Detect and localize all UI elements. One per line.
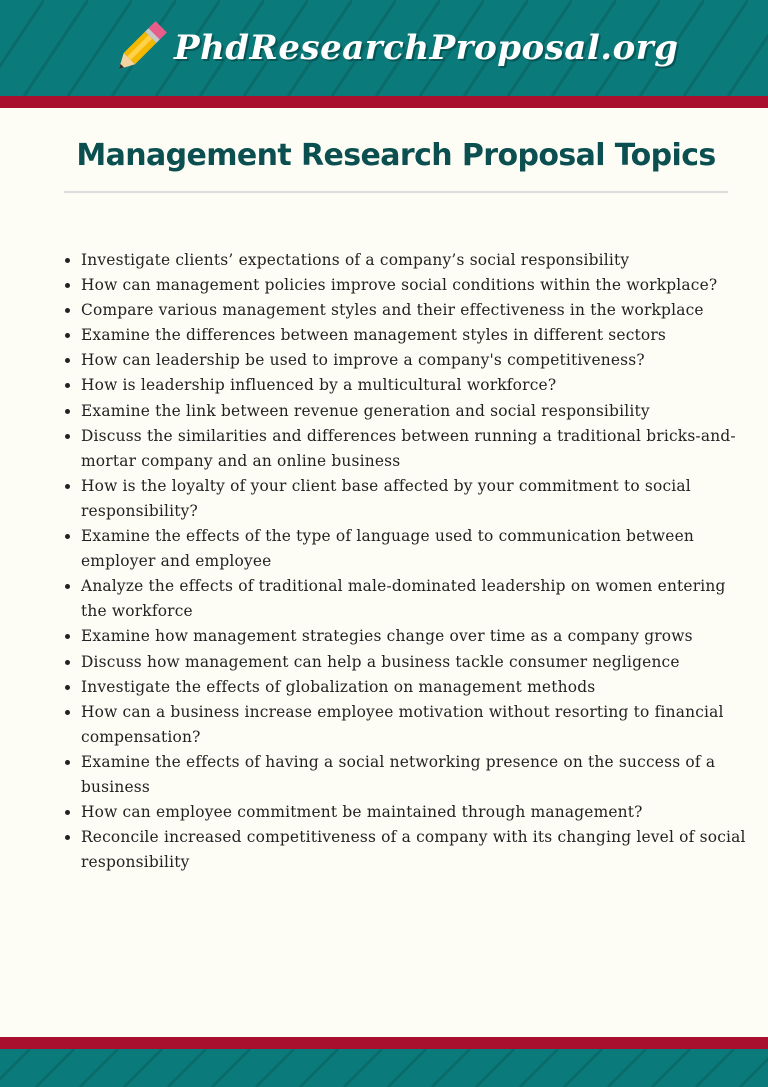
topic-item: • Compare various management styles and their effectiveness in the workplace — [81, 298, 753, 323]
topic-item: • Analyze the effects of traditional male-dominated leadership on women entering the workforce — [81, 574, 753, 624]
topic-item: • How is leadership influenced by a multicultural workforce? — [81, 373, 753, 398]
header-red-band — [0, 96, 768, 108]
logo-text: PhdResearchProposal.org — [174, 28, 679, 68]
topic-item: • Discuss how management can help a business tackle consumer negligence — [81, 650, 753, 675]
diagonal-stripe-pattern — [0, 1049, 768, 1087]
topic-item: • Examine the effects of the type of language used to communication between employer and employee — [81, 524, 753, 574]
topic-item: • Examine the link between revenue generation and social responsibility — [81, 399, 753, 424]
pencil-icon — [112, 20, 168, 76]
topic-item: • How can leadership be used to improve a company's competitiveness? — [81, 348, 753, 373]
topic-item: • Examine the differences between management styles in different sectors — [81, 323, 753, 348]
topic-item: • Examine how management strategies change over time as a company grows — [81, 624, 753, 649]
topic-item: • Examine the effects of having a social networking presence on the success of a business — [81, 750, 753, 800]
site-logo[interactable] — [112, 14, 678, 82]
topic-item: • How is the loyalty of your client base affected by your commitment to social responsibility? — [81, 474, 753, 524]
footer-banner — [0, 1049, 768, 1087]
topic-item: • Investigate clients’ expectations of a company’s social responsibility — [81, 248, 753, 273]
topic-item: • Investigate the effects of globalization on management methods — [81, 675, 753, 700]
page-title: Management Research Proposal Topics — [76, 138, 716, 173]
topic-item: • How can management policies improve social conditions within the workplace? — [81, 273, 753, 298]
topic-item: • Discuss the similarities and differences between running a traditional bricks-and-mortar company and an online business — [81, 424, 753, 474]
footer-red-band — [0, 1037, 768, 1049]
title-divider — [64, 191, 728, 193]
topic-item: • How can employee commitment be maintained through management? — [81, 800, 753, 825]
topics-list — [58, 248, 753, 875]
topic-item: • Reconcile increased competitiveness of a company with its changing level of social responsibility — [81, 825, 753, 875]
header-banner — [0, 0, 768, 96]
topic-item: • How can a business increase employee motivation without resorting to financial compensation? — [81, 700, 753, 750]
